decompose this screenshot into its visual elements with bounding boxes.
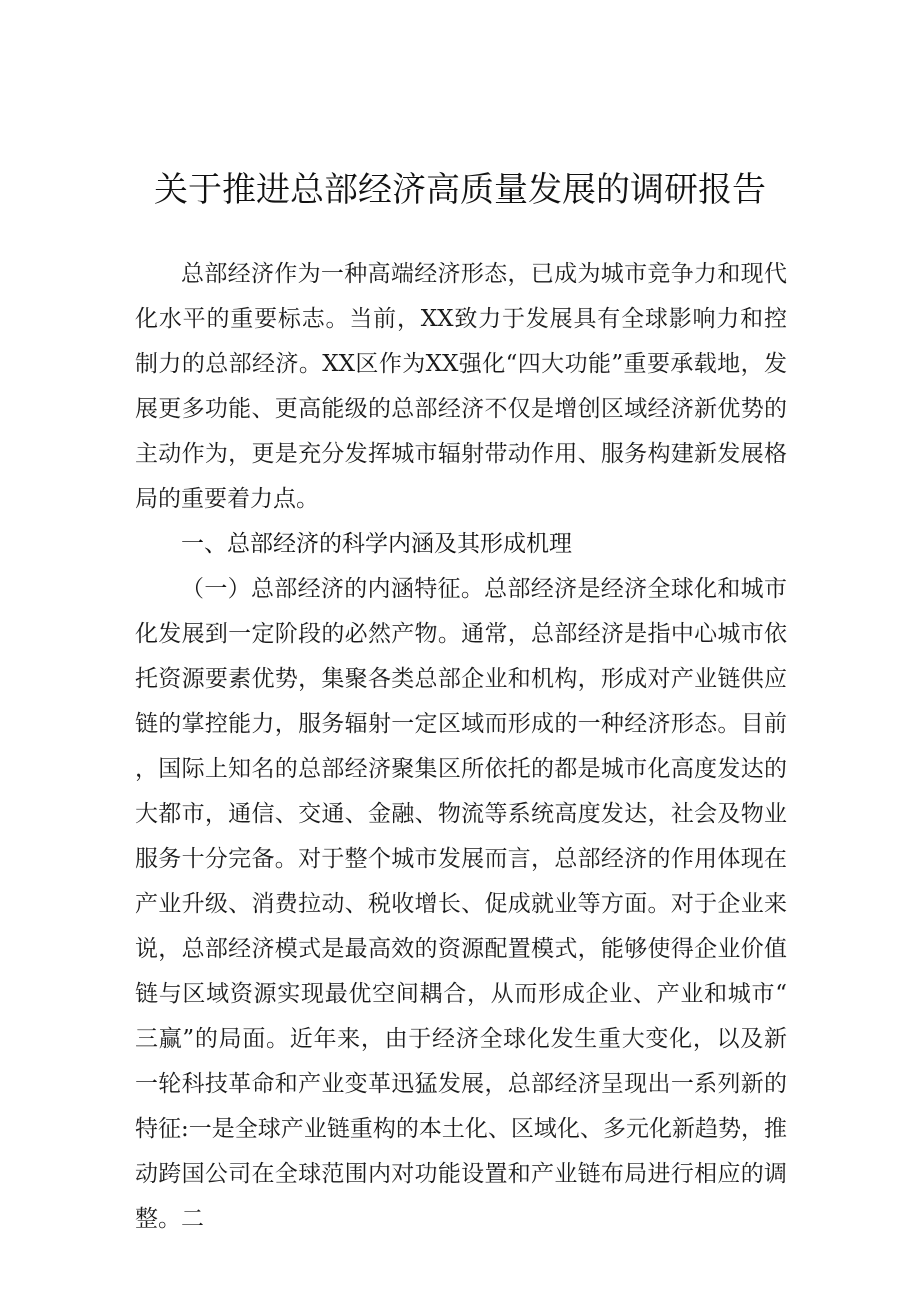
document-body	[135, 252, 787, 1242]
document-title: 关于推进总部经济高质量发展的调研报告	[154, 170, 766, 210]
section-heading: 一、总部经济的科学内涵及其形成机理	[181, 531, 572, 557]
intro-paragraph: 总部经济作为一种高端经济形态，已成为城市竞争力和现代化水平的重要标志。当前，XX致力于发展具有全球影响力和控制力的总部经济。XX区作为XX强化“四大功能”重要承载地，发展更多功能、更高能级的总部经济不仅是增创区域经济新优势的主动作为，更是充分发挥城市辐射带动作用、服务构建新发展格局的重要着力点。	[135, 261, 787, 512]
section-paragraph: （一）总部经济的内涵特征。总部经济是经济全球化和城市化发展到一定阶段的必然产物。通常，总部经济是指中心城市依托资源要素优势，集聚各类总部企业和机构，形成对产业链供应链的掌控能力，服务辐射一定区域而形成的一种经济形态。目前，国际上知名的总部经济聚集区所依托的都是城市化高度发达的大都市，通信、交通、金融、物流等系统高度发达，社会及物业服务十分完备。对于整个城市发展而言，总部经济的作用体现在产业升级、消费拉动、税收增长、促成就业等方面。对于企业来说，总部经济模式是最高效的资源配置模式，能够使得企业价值链与区域资源实现最优空间耦合，从而形成企业、产业和城市“三赢”的局面。近年来，由于经济全球化发生重大变化，以及新一轮科技革命和产业变革迅猛发展，总部经济呈现出一系列新的特征:一是全球产业链重构的本土化、区域化、多元化新趋势，推动跨国公司在全球范围内对功能设置和产业链布局进行相应的调整。二	[135, 576, 787, 1232]
